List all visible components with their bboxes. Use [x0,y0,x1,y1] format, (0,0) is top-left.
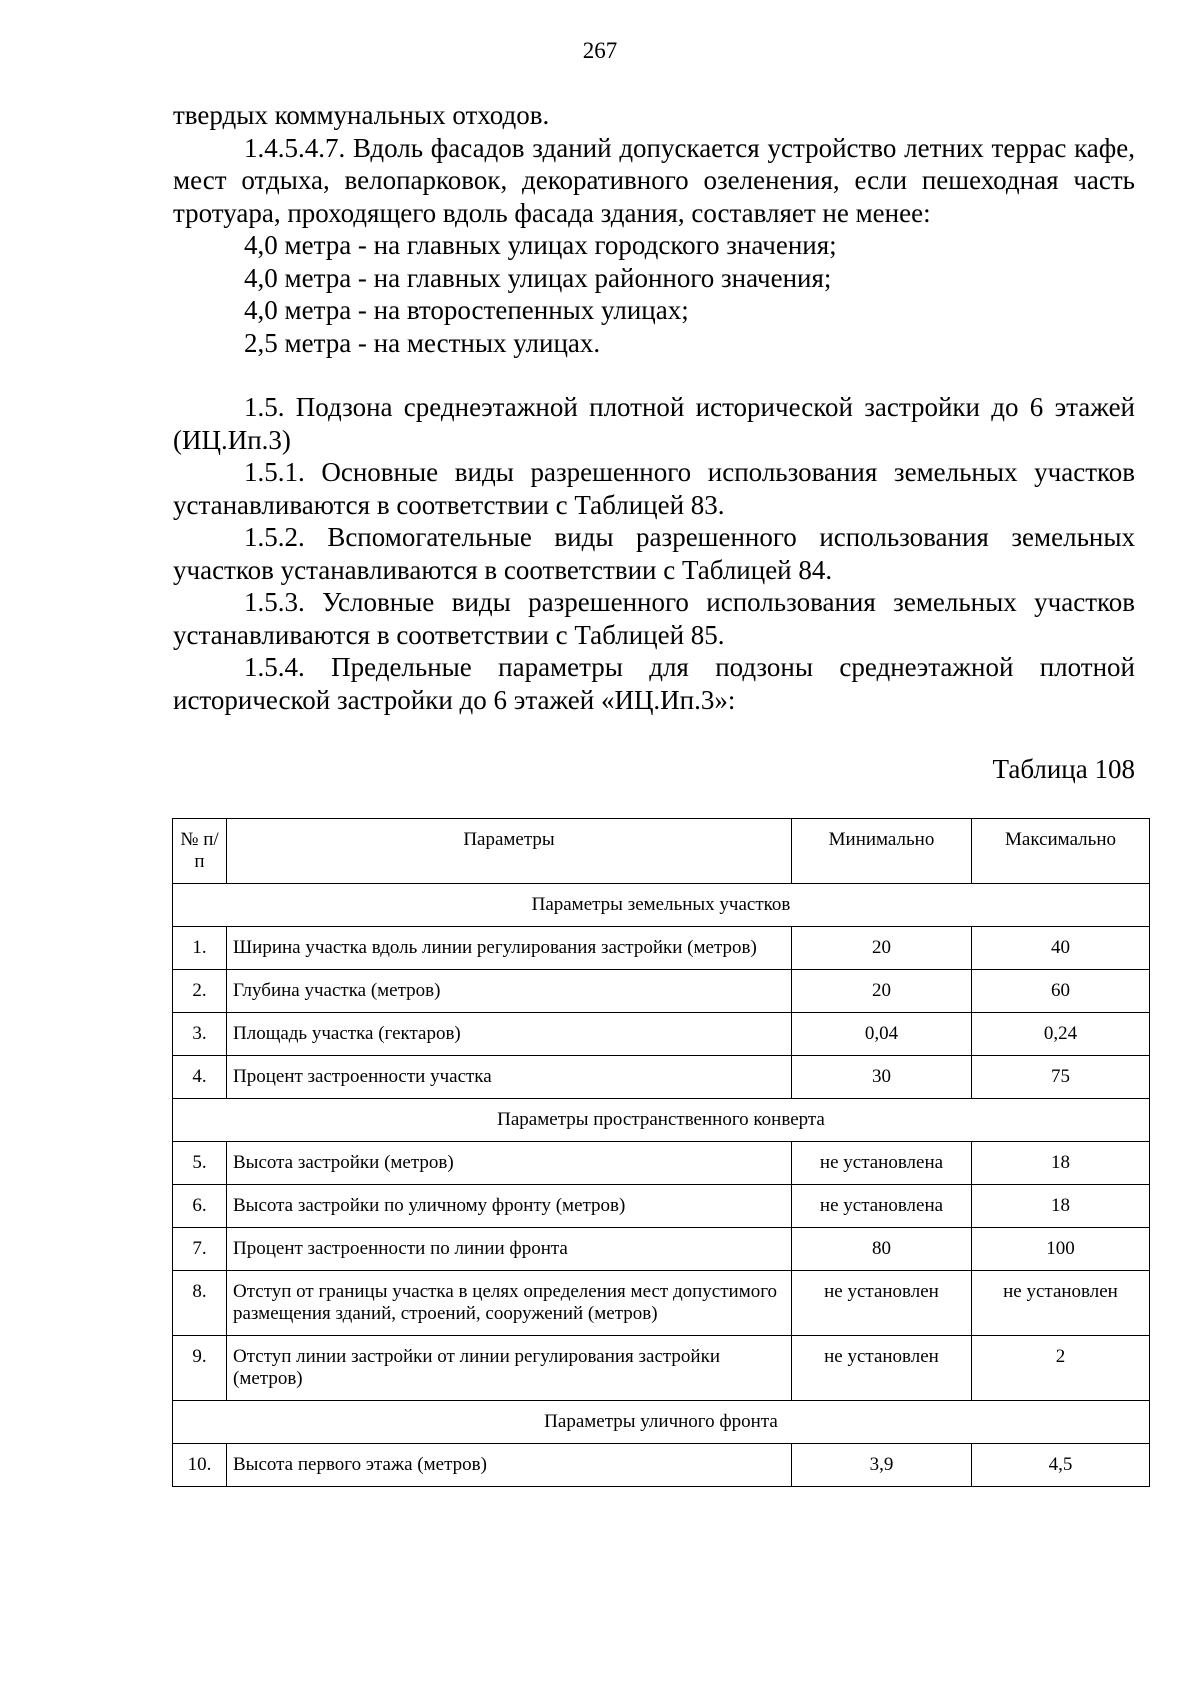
row-parameter: Процент застроенности участка [227,1056,792,1099]
row-parameter: Глубина участка (метров) [227,970,792,1013]
section-land-plots: Параметры земельных участков [173,884,1150,927]
table-caption: Таблица 108 [992,754,1135,784]
table-row [173,1056,1150,1099]
row-number: 6. [173,1185,227,1228]
row-number: 2. [173,970,227,1013]
row-parameter: Отступ от границы участка в целях определения мест допустимого размещения зданий, строений, сооружений (метров) [227,1271,792,1336]
table-row [173,1185,1150,1228]
section-row [173,884,1150,927]
row-min: 20 [792,927,972,970]
header-maximum: Максимально [972,819,1150,884]
paragraph-1-5-2: 1.5.2. Вспомогательные виды разрешенного использования земельных участков устанавливаются в соответствии с Таблицей 84. [173,522,1135,585]
row-max: 18 [972,1142,1150,1185]
list-item: 4,0 метра - на главных улицах районного значения; [244,262,832,293]
row-max: 0,24 [972,1013,1150,1056]
row-number: 4. [173,1056,227,1099]
row-max: не установлен [972,1271,1150,1336]
header-parameters: Параметры [227,819,792,884]
row-min: 30 [792,1056,972,1099]
table-row [173,1444,1150,1487]
row-parameter: Высота застройки по уличному фронту (метров) [227,1185,792,1228]
page-number: 267 [582,38,618,63]
paragraph-gap [173,359,1135,391]
paragraph-1-5-heading: 1.5. Подзона среднеэтажной плотной исторической застройки до 6 этажей (ИЦ.Ип.3) [173,392,1135,455]
table-row [173,970,1150,1013]
row-max: 2 [972,1336,1150,1401]
table-row [173,1013,1150,1056]
section-row [173,1099,1150,1142]
list-item: 2,5 метра - на местных улицах. [244,327,601,358]
table-row [173,1228,1150,1271]
row-max: 60 [972,970,1150,1013]
row-min: не установлен [792,1271,972,1336]
row-parameter: Площадь участка (гектаров) [227,1013,792,1056]
body-text [173,99,1135,716]
row-min: не установлена [792,1142,972,1185]
table-row [173,1271,1150,1336]
row-number: 10. [173,1444,227,1487]
paragraph-1-5-3: 1.5.3. Условные виды разрешенного использования земельных участков устанавливаются в соответствии с Таблицей 85. [173,587,1135,650]
row-number: 8. [173,1271,227,1336]
row-max: 4,5 [972,1444,1150,1487]
parameters-table [172,818,1150,1487]
list-item: 4,0 метра - на главных улицах городского значения; [244,230,837,260]
row-max: 18 [972,1185,1150,1228]
row-number: 5. [173,1142,227,1185]
row-max: 40 [972,927,1150,970]
row-min: 3,9 [792,1444,972,1487]
section-street-front: Параметры уличного фронта [173,1401,1150,1444]
row-number: 9. [173,1336,227,1401]
header-number: № п/п [173,819,227,884]
row-parameter: Отступ линии застройки от линии регулирования застройки (метров) [227,1336,792,1401]
table-row [173,927,1150,970]
row-number: 1. [173,927,227,970]
row-min: не установлена [792,1185,972,1228]
list-item: 4,0 метра - на второстепенных улицах; [244,295,689,325]
row-min: 80 [792,1228,972,1271]
table-row [173,1336,1150,1401]
row-parameter: Процент застроенности по линии фронта [227,1228,792,1271]
header-minimum: Минимально [792,819,972,884]
row-parameter: Высота первого этажа (метров) [227,1444,792,1487]
row-number: 3. [173,1013,227,1056]
paragraph-continuation: твердых коммунальных отходов. [173,100,550,130]
row-parameter: Высота застройки (метров) [227,1142,792,1185]
row-min: 20 [792,970,972,1013]
table-header-row [173,819,1150,884]
row-max: 75 [972,1056,1150,1099]
row-max: 100 [972,1228,1150,1271]
paragraph-1-4-5-4-7: 1.4.5.4.7. Вдоль фасадов зданий допускается устройство летних террас кафе, мест отдыха, велопарковок, декоративного озеленения, если пешеходная часть тротуара, проходящего вдоль фасада здания, составляет не менее: [173,132,1135,228]
row-min: 0,04 [792,1013,972,1056]
table-row [173,1142,1150,1185]
paragraph-1-5-4: 1.5.4. Предельные параметры для подзоны среднеэтажной плотной исторической застройки до 6 этажей «ИЦ.Ип.3»: [173,652,1135,715]
row-number: 7. [173,1228,227,1271]
section-row [173,1401,1150,1444]
row-min: не установлен [792,1336,972,1401]
paragraph-1-5-1: 1.5.1. Основные виды разрешенного использования земельных участков устанавливаются в соответствии с Таблицей 83. [173,457,1135,520]
section-spatial-envelope: Параметры пространственного конверта [173,1099,1150,1142]
row-parameter: Ширина участка вдоль линии регулирования застройки (метров) [227,927,792,970]
